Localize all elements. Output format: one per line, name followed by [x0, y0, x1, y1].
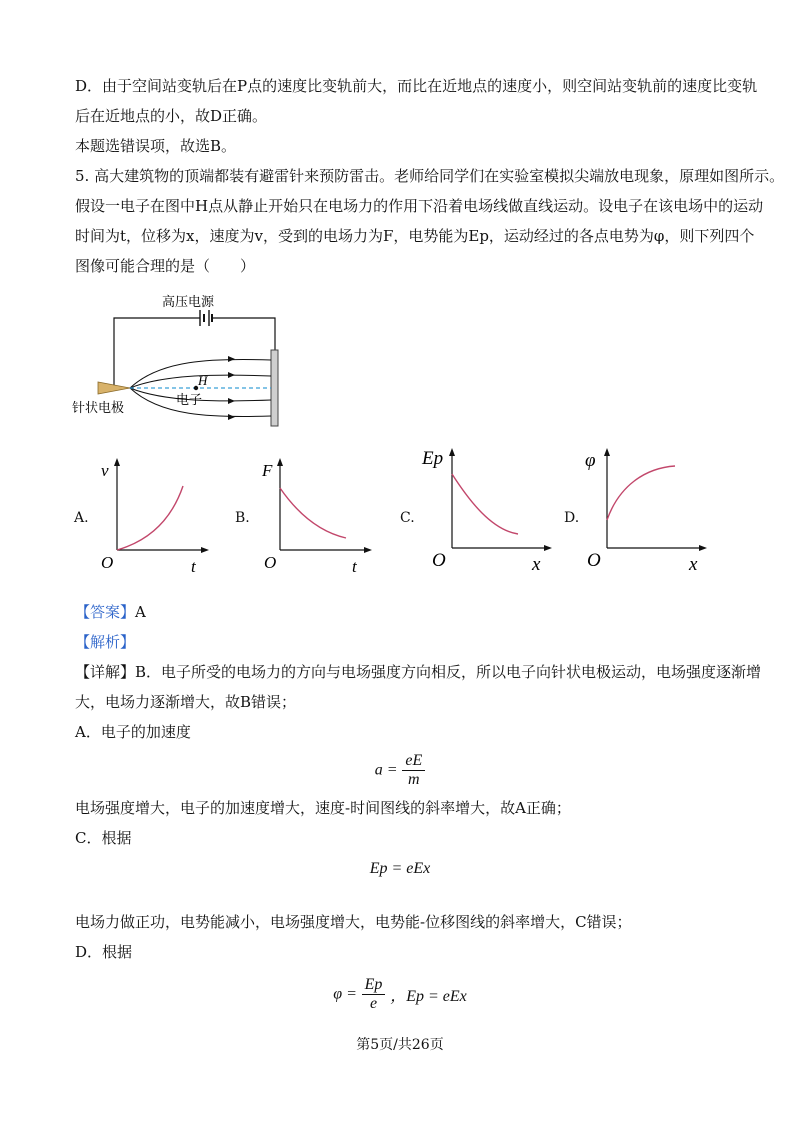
text-conclusion: 本题选错误项，故选B。 [75, 137, 237, 155]
equation-a-denominator: m [408, 771, 420, 788]
text-d-line1: D．由于空间站变轨后在P点的速度比变轨前大，而比在近地点的速度小，则空间站变轨前的速度比变轨 [75, 77, 758, 95]
option-a-graph [95, 452, 215, 577]
option-b-xlabel: t [352, 557, 357, 576]
q5-line1: 5. 高大建筑物的顶端都装有避雷针来预防雷击。老师给同学们在实验室模拟尖端放电现象，原理如图所示。 [75, 167, 785, 185]
option-d-origin: O [587, 550, 601, 571]
option-c-curve [452, 474, 518, 534]
point-h-label: H [198, 373, 208, 388]
detail-d-intro: D．根据 [75, 943, 133, 961]
equation-a [0, 752, 800, 789]
equation-a-numerator: eE [402, 752, 425, 771]
detail-c-conclusion: 电场力做正功，电势能减小，电场强度增大，电势能-位移图线的斜率增大，C错误； [75, 913, 632, 931]
option-b-label: B. [235, 510, 250, 526]
q5-line3: 时间为t，位移为x，速度为v，受到的电场力为F，电势能为Ep，运动经过的各点电势为φ，则下列四个 [75, 227, 755, 245]
option-d-graph [585, 440, 725, 577]
option-c-graph [420, 440, 560, 577]
analysis-tag: 【解析】 [75, 633, 136, 651]
equation-c: Ep = eEx [369, 860, 431, 877]
electrode-diagram [70, 288, 300, 438]
text-d-line2: 后在近地点的小，故D正确。 [75, 107, 268, 125]
detail-a-conclusion: 电场强度增大，电子的加速度增大，速度-时间图线的斜率增大，故A正确； [75, 799, 571, 817]
detail-c-intro: C．根据 [75, 829, 132, 847]
option-b-graph [258, 452, 378, 577]
equation-d-lhs: φ = [333, 985, 357, 1003]
detail-b-line2: 大，电场力逐渐增大，故B错误； [75, 693, 297, 711]
answer-tag: 【答案】 [75, 603, 136, 621]
analysis-line [75, 632, 135, 652]
equation-a-fraction [402, 752, 425, 789]
answer-line [75, 602, 146, 622]
option-a-xlabel: t [191, 557, 196, 576]
option-d-label: D. [564, 510, 580, 526]
option-a-label: A. [74, 510, 89, 526]
option-b-origin: O [264, 553, 277, 572]
equation-d-denominator: e [369, 995, 378, 1012]
option-b-curve [280, 488, 346, 538]
detail-b-text1: B．电子所受的电场力的方向与电场强度方向相反，所以电子向针状电极运动，电场强度逐渐增 [135, 663, 762, 681]
q5-line2: 假设一电子在图中H点从静止开始只在电场力的作用下沿着电场线做直线运动。设电子在该电场中的运动 [75, 197, 764, 215]
equation-d-rhs: ，Ep = eEx [390, 988, 467, 1005]
option-a-origin: O [101, 553, 114, 572]
electron-label: 电子 [176, 392, 203, 407]
option-a-ylabel: v [101, 461, 109, 480]
option-a-curve [117, 486, 183, 550]
option-d-xlabel: x [689, 554, 698, 575]
electrode-label: 针状电极 [72, 400, 125, 415]
equation-d [0, 976, 800, 1013]
option-d-ylabel: φ [585, 450, 596, 471]
option-d-curve [607, 466, 675, 520]
power-label: 高压电源 [162, 294, 215, 309]
detail-a-intro: A．电子的加速度 [75, 723, 191, 741]
detail-b-line1 [75, 662, 761, 682]
option-c-xlabel: x [532, 554, 541, 575]
option-c-origin: O [432, 550, 446, 571]
page-footer: 第5页/共26页 [356, 1037, 444, 1053]
plate-electrode [271, 350, 278, 426]
equation-a-lhs: a = [374, 761, 398, 779]
option-c-label: C. [400, 510, 415, 526]
option-b-ylabel: F [262, 461, 273, 480]
detail-tag: 【详解】 [75, 663, 136, 681]
option-c-ylabel: Ep [422, 448, 444, 469]
equation-d-fraction [362, 976, 386, 1013]
answer-value: A [135, 603, 146, 621]
equation-d-numerator: Ep [362, 976, 386, 995]
q5-line4: 图像可能合理的是（ ） [75, 257, 256, 275]
